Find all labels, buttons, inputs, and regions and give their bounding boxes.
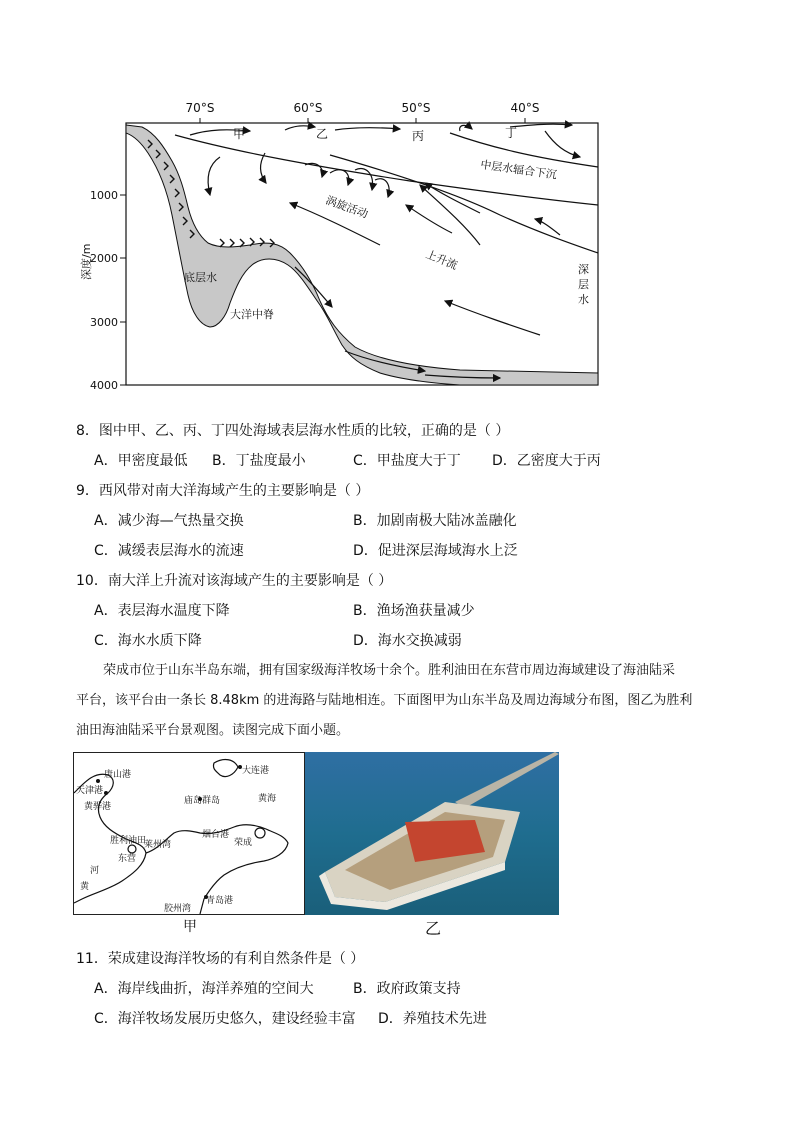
annotation-eddy: 涡旋活动 <box>323 193 370 221</box>
lat-label-70: 70°S <box>185 101 215 115</box>
passage-line-1: 荣成市位于山东半岛东端，拥有国家级海洋牧场十余个。胜利油田在东营市周边海域建设了海油陆采 <box>103 663 676 678</box>
depth-tick-3000: 3000 <box>90 316 118 329</box>
map-label-dongying: 东营 <box>118 854 137 864</box>
map-label-rongcheng: 荣成 <box>234 838 253 848</box>
map-label-yantai: 烟台港 <box>202 830 230 840</box>
shandong-map <box>73 752 305 915</box>
lat-label-50: 50°S <box>401 101 431 115</box>
map-label-huanghua: 黄骅港 <box>84 802 112 812</box>
question-11-option-b[interactable]: B．政府政策支持 <box>353 981 461 997</box>
oil-platform-photo <box>305 752 559 915</box>
annotation-bottom-water: 底层水 <box>184 271 217 284</box>
question-11-option-c[interactable]: C．海洋牧场发展历史悠久，建设经验丰富 <box>94 1011 356 1027</box>
depth-tick-4000: 4000 <box>90 379 118 392</box>
annotation-upwelling: 上升流 <box>423 247 460 273</box>
annotation-deep-water-1: 深 <box>578 263 589 276</box>
question-8-stem: 8．图中甲、乙、丙、丁四处海域表层海水性质的比较，正确的是（ ） <box>76 423 510 439</box>
depth-tick-1000: 1000 <box>90 189 118 202</box>
annotation-deep-water-2: 层 <box>578 278 589 291</box>
annotation-ridge: 大洋中脊 <box>230 308 274 321</box>
annotation-intermediate-water: 中层水辐合下沉 <box>479 158 558 182</box>
map-label-huang: 黄 <box>80 882 90 892</box>
region-label-yi: 乙 <box>316 127 329 141</box>
lat-label-60: 60°S <box>293 101 323 115</box>
question-11-option-a[interactable]: A．海岸线曲折，海洋养殖的空间大 <box>94 981 314 997</box>
map-label-dalian: 大连港 <box>242 766 270 776</box>
question-8-option-b[interactable]: B．丁盐度最小 <box>212 453 306 469</box>
map-label-tianjin: 天津港 <box>76 786 104 796</box>
map-label-he: 河 <box>90 866 100 876</box>
depth-axis-label: 深度/m <box>80 243 93 280</box>
question-8-option-d[interactable]: D．乙密度大于丙 <box>492 453 601 469</box>
question-11-option-d[interactable]: D．养殖技术先进 <box>378 1011 487 1027</box>
question-9-option-c[interactable]: C．减缓表层海水的流速 <box>94 543 244 559</box>
ocean-circulation-figure <box>80 95 610 395</box>
question-9-option-b[interactable]: B．加剧南极大陆冰盖融化 <box>353 513 517 529</box>
map-label-tangshan: 唐山港 <box>104 770 132 780</box>
question-10-stem: 10．南大洋上升流对该海域产生的主要影响是（ ） <box>76 573 393 589</box>
photo-caption-yi: 乙 <box>425 919 442 938</box>
region-label-bing: 丙 <box>412 129 425 143</box>
question-9-option-d[interactable]: D．促进深层海域海水上泛 <box>353 543 518 559</box>
question-10-option-a[interactable]: A．表层海水温度下降 <box>94 603 230 619</box>
depth-tick-2000: 2000 <box>90 252 118 265</box>
question-8-option-a[interactable]: A．甲密度最低 <box>94 453 188 469</box>
question-10-option-b[interactable]: B．渔场渔获量减少 <box>353 603 475 619</box>
map-label-qingdao: 青岛港 <box>206 896 234 906</box>
map-label-shengli: 胜利油田 <box>110 836 147 846</box>
question-11-stem: 11．荣成建设海洋牧场的有利自然条件是（ ） <box>76 951 365 967</box>
question-8-option-c[interactable]: C．甲盐度大于丁 <box>353 453 461 469</box>
region-label-ding: 丁 <box>505 126 518 140</box>
map-label-yellow-sea: 黄海 <box>258 794 277 804</box>
question-9-stem: 9．西风带对南大洋海域产生的主要影响是（ ） <box>76 483 370 499</box>
question-9-option-a[interactable]: A．减少海—气热量交换 <box>94 513 244 529</box>
map-caption-jia: 甲 <box>183 919 197 935</box>
passage-line-3: 油田海油陆采平台景观图。读图完成下面小题。 <box>76 723 350 738</box>
map-label-miaodao: 庙岛群岛 <box>184 796 221 806</box>
passage-line-2: 平台，该平台由一条长 8.48km 的进海路与陆地相连。下面图甲为山东半岛及周边海域分布图，图乙为胜利 <box>76 693 693 708</box>
question-10-option-d[interactable]: D．海水交换减弱 <box>353 633 462 649</box>
annotation-deep-water-3: 水 <box>578 293 589 306</box>
map-label-laizhou: 莱州湾 <box>144 840 172 850</box>
question-10-option-c[interactable]: C．海水水质下降 <box>94 633 202 649</box>
region-label-jia: 甲 <box>233 127 246 141</box>
map-label-jiaozhou: 胶州湾 <box>164 904 192 914</box>
lat-label-40: 40°S <box>510 101 540 115</box>
